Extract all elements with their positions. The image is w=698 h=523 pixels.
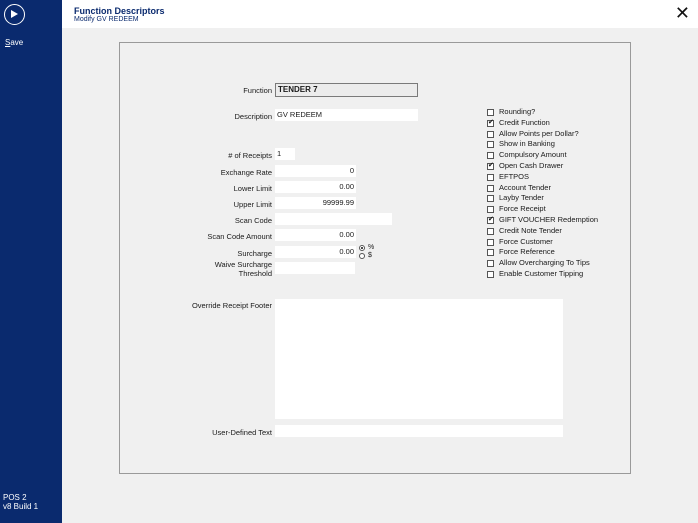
main-area [62,28,698,523]
option-checkbox[interactable] [487,183,598,194]
surcharge-type-group [359,244,374,260]
checkbox-checked-icon [487,120,494,127]
upper-limit-label: Upper Limit [233,200,272,209]
option-checkbox[interactable] [487,237,598,248]
option-checkbox[interactable] [487,226,598,237]
save-button-label: ave [10,38,24,47]
checkbox-checked-icon [487,217,494,224]
options-checklist [487,107,598,280]
exchange-rate-label: Exchange Rate [220,168,272,177]
upper-limit-field[interactable]: 99999.99 [275,197,356,209]
checkbox-unchecked-icon [487,228,494,235]
waive-threshold-label-line2: Threshold [238,269,272,278]
option-checkbox[interactable] [487,193,598,204]
surcharge-field[interactable]: 0.00 [275,246,356,258]
exchange-rate-field[interactable]: 0 [275,165,356,177]
page-title: Function Descriptors [74,6,165,16]
checkbox-unchecked-icon [487,185,494,192]
option-label: Enable Customer Tipping [499,268,584,278]
header [62,0,698,28]
option-label: Force Reference [499,247,555,257]
option-checkbox[interactable] [487,247,598,258]
checkbox-unchecked-icon [487,260,494,267]
checkbox-unchecked-icon [487,109,494,116]
play-arrow-icon [9,9,19,19]
function-field: TENDER 7 [275,83,418,97]
checkbox-unchecked-icon [487,174,494,181]
surcharge-percent-radio[interactable] [359,244,374,252]
page-subtitle: Modify GV REDEEM [74,16,139,23]
option-checkbox[interactable] [487,161,598,172]
option-checkbox[interactable] [487,269,598,280]
waive-threshold-label-line1: Waive Surcharge [214,260,272,269]
option-label: Open Cash Drawer [499,160,564,170]
scan-code-amount-field[interactable]: 0.00 [275,229,356,241]
option-checkbox[interactable] [487,172,598,183]
option-label: EFTPOS [499,171,530,181]
user-defined-text-label: User-Defined Text [212,428,272,437]
receipt-footer-label: Override Receipt Footer [191,301,272,310]
option-checkbox[interactable] [487,139,598,150]
surcharge-label: Surcharge [237,249,272,258]
option-checkbox[interactable] [487,107,598,118]
scan-code-field[interactable] [275,213,392,225]
scan-code-label: Scan Code [234,216,272,225]
option-checkbox[interactable] [487,215,598,226]
save-button[interactable] [5,38,23,47]
lower-limit-field[interactable]: 0.00 [275,181,356,193]
checkbox-unchecked-icon [487,152,494,159]
waive-threshold-field[interactable] [275,262,355,274]
build-version: v8 Build 1 [3,502,39,511]
option-label: Allow Overcharging To Tips [499,258,590,268]
checkbox-checked-icon [487,163,494,170]
option-checkbox[interactable] [487,118,598,129]
sidebar [0,0,62,523]
scan-code-amount-label: Scan Code Amount [207,232,272,241]
pos-info [3,493,38,511]
lower-limit-label: Lower Limit [233,184,272,193]
waive-threshold-label [172,260,272,278]
form-panel [119,42,631,474]
surcharge-dollar-radio[interactable] [359,252,374,260]
option-label: Rounding? [499,107,536,116]
surcharge-percent-label: % [368,244,375,251]
user-defined-text-field[interactable] [275,425,563,437]
menu-nav-icon[interactable] [4,4,25,25]
option-checkbox[interactable] [487,204,598,215]
checkbox-unchecked-icon [487,249,494,256]
close-icon[interactable]: ✕ [674,3,690,23]
receipts-field[interactable]: 1 [275,148,295,160]
option-checkbox[interactable] [487,129,598,140]
checkbox-unchecked-icon [487,239,494,246]
option-label: GIFT VOUCHER Redemption [499,214,599,224]
option-label: Credit Function [499,117,550,127]
checkbox-unchecked-icon [487,131,494,138]
save-button-mnemonic: S [5,38,11,47]
option-label: Compulsory Amount [499,150,567,160]
description-field[interactable]: GV REDEEM [275,109,418,121]
surcharge-dollar-label: $ [368,252,372,259]
radio-unselected-icon [359,253,365,259]
checkbox-unchecked-icon [487,195,494,202]
option-label: Force Receipt [499,204,546,214]
checkbox-unchecked-icon [487,141,494,148]
radio-selected-icon [359,245,365,251]
checkbox-unchecked-icon [487,271,494,278]
option-checkbox[interactable] [487,258,598,269]
option-label: Layby Tender [499,193,544,203]
checkbox-unchecked-icon [487,206,494,213]
function-label: Function [243,86,272,95]
option-label: Account Tender [499,182,551,192]
receipts-label: # of Receipts [228,151,272,160]
option-label: Allow Points per Dollar? [499,128,579,138]
option-label: Force Customer [499,236,553,246]
option-label: Show in Banking [499,139,555,149]
receipt-footer-textarea[interactable] [275,299,563,419]
pos-name: POS 2 [3,493,27,502]
option-checkbox[interactable] [487,150,598,161]
option-label: Credit Note Tender [499,225,562,235]
description-label: Description [234,112,272,121]
